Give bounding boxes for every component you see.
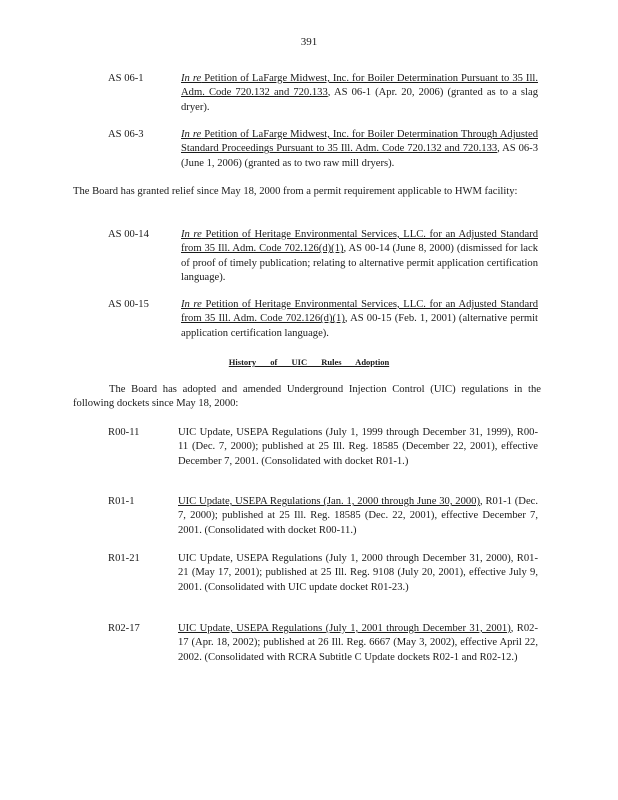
docket-text [178, 495, 538, 538]
citation-entry [108, 298, 538, 341]
docket-code: R02-17 [108, 623, 140, 634]
docket-rest: , R00-11 (Dec. 7, 2000); published at 25 Ill. Reg. 18585 (December 22, 2001), effective December 7, 2001. (Consolidated with docket R01-1.) [178, 427, 538, 467]
docket-code: AS 00-15 [108, 299, 149, 310]
citation-text [181, 72, 538, 115]
docket-entry [108, 622, 538, 665]
citation-entry [108, 128, 538, 171]
docket-code: AS 06-3 [108, 129, 144, 140]
citation-entry [108, 228, 538, 285]
docket-code: R01-21 [108, 553, 140, 564]
docket-title: UIC Update, USEPA Regulations (July 1, 2001 through December 31, 2001) [178, 623, 511, 634]
paragraph-uic [73, 383, 541, 412]
in-re: In re [181, 299, 202, 310]
docket-code: AS 06-1 [108, 73, 144, 84]
in-re: In re [181, 73, 202, 84]
docket-entry [108, 552, 538, 595]
citation-rest: , AS 06-1 (Apr. 20, 2006) (granted as to a slag dryer). [181, 87, 538, 113]
docket-code: AS 00-14 [108, 229, 149, 240]
citation-title: Petition of LaFarge Midwest, Inc. for Boiler Determination Pursuant to 35 Ill. Adm. Code 720.132 and 720.133 [181, 73, 538, 99]
docket-rest: , R02-17 (Apr. 18, 2002); published at 26 Ill. Reg. 6667 (May 3, 2002), effective April 22, 2002. (Consolidated with RCRA Subtitle C Update dockets R02-1 and R02-12.) [178, 623, 538, 663]
citation-text [181, 228, 538, 285]
docket-code: R00-11 [108, 427, 140, 438]
docket-text [178, 426, 538, 469]
citation-title: Petition of Heritage Environmental Services, LLC. for an Adjusted Standard from 35 Ill. Adm. Code 702.126(d)(1) [181, 229, 538, 255]
docket-entry [108, 426, 538, 469]
paragraph-uic-text: The Board has adopted and amended Underground Injection Control (UIC) regulations in the following dockets since May 18, 2000: [73, 384, 541, 410]
docket-title: UIC Update, USEPA Regulations (July 1, 2000 through December 31, 2000) [178, 553, 511, 564]
citation-title: Petition of LaFarge Midwest, Inc. for Boiler Determination Through Adjusted Standard Proceedings Pursuant to 35 Ill. Adm. Code 720.132 and 720.133 [181, 129, 538, 155]
docket-code: R01-1 [108, 496, 135, 507]
docket-title: UIC Update, USEPA Regulations (July 1, 1999 through December 31, 1999) [178, 427, 511, 438]
citation-rest: , AS 00-14 (June 8, 2000) (dismissed for lack of proof of timely publication; relating to alternative permit application certification language). [181, 243, 538, 283]
citation-title: Petition of Heritage Environmental Services, LLC. for an Adjusted Standard from 35 Ill. Adm. Code 702.126(d)(1) [181, 299, 538, 325]
citation-rest: , AS 00-15 (Feb. 1, 2001) (alternative permit application certification language). [181, 313, 538, 339]
docket-title: UIC Update, USEPA Regulations (Jan. 1, 2000 through June 30, 2000) [178, 496, 480, 507]
section-heading: History of UIC Rules Adoption [228, 357, 390, 367]
docket-text [178, 622, 538, 665]
paragraph-relief: The Board has granted relief since May 18, 2000 from a permit requirement applicable to HWM facility: [73, 186, 518, 197]
docket-entry [108, 495, 538, 538]
citation-text [181, 298, 538, 341]
docket-text [178, 552, 538, 595]
docket-rest: , R01-21 (May 17, 2001); published at 25 Ill. Reg. 9108 (July 20, 2001), effective July 9, 2001. (Consolidated with UIC update docket R01-23.) [178, 553, 538, 593]
page-number: 391 [300, 36, 318, 48]
docket-rest: , R01-1 (Dec. 7, 2000); published at 25 Ill. Reg. 18585 (Dec. 22, 2001), effective December 7, 2001. (Consolidated with docket R00-11.) [178, 496, 538, 536]
citation-text [181, 128, 538, 171]
in-re: In re [181, 129, 202, 140]
citation-rest: , AS 06-3 (June 1, 2006) (granted as to two raw mill dryers). [181, 143, 538, 169]
citation-entry [108, 72, 538, 115]
in-re: In re [181, 229, 202, 240]
